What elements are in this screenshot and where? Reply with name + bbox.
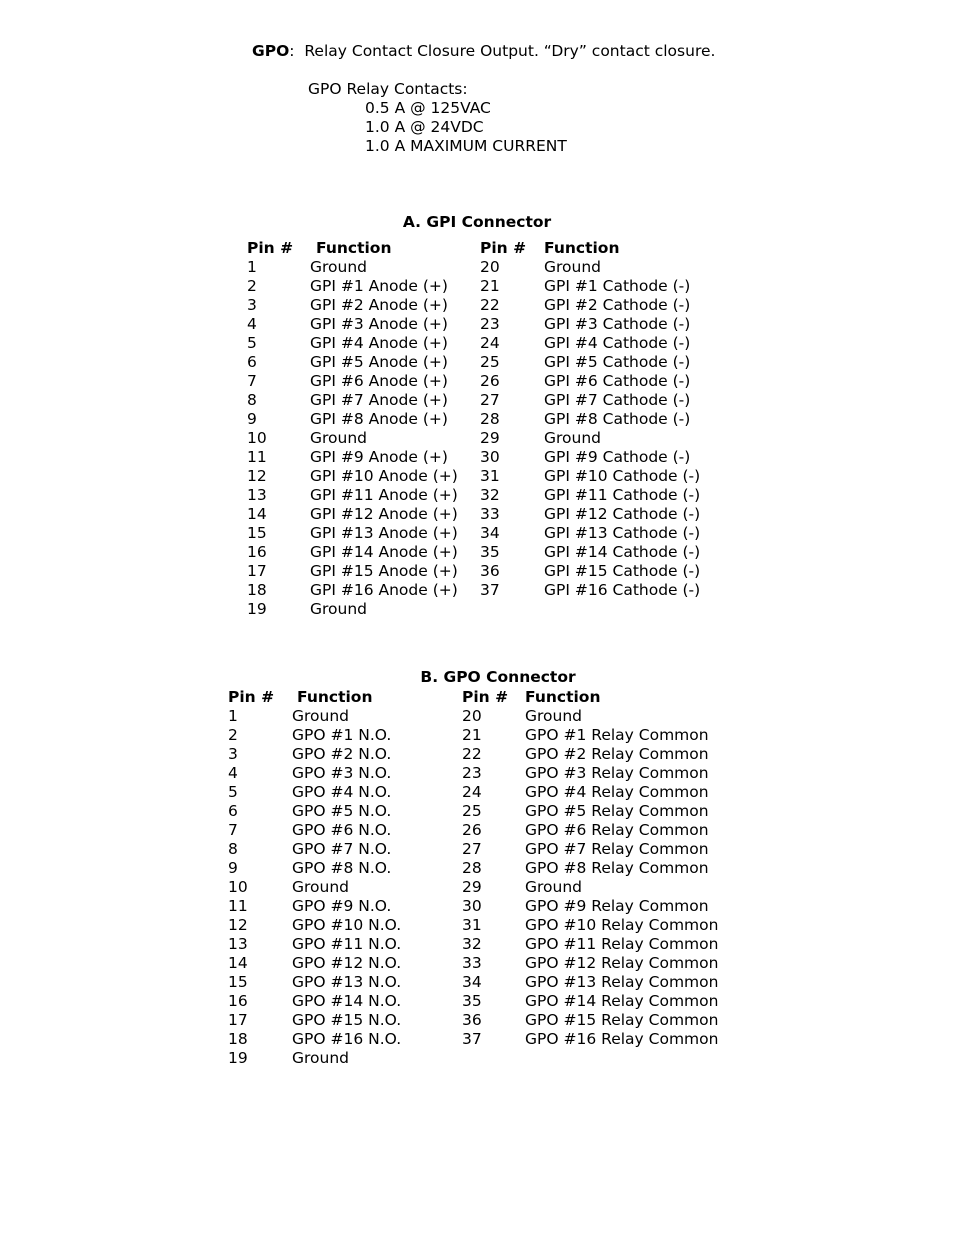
gpo-row-left-pin: 1	[228, 707, 238, 725]
relay-spec-1: 0.5 A @ 125VAC	[365, 99, 491, 117]
gpo-row-right-pin: 30	[462, 897, 482, 915]
gpo-row-right-pin: 22	[462, 745, 482, 763]
gpi-row-right-pin: 20	[480, 258, 500, 276]
gpi-row-right-function: GPI #9 Cathode (-)	[544, 448, 691, 466]
gpo-row-right-pin: 35	[462, 992, 482, 1010]
gpi-row-left-pin: 19	[247, 600, 267, 618]
gpi-row-right-function: GPI #4 Cathode (-)	[544, 334, 691, 352]
gpo-row-right-pin: 27	[462, 840, 482, 858]
gpi-row-left-pin: 15	[247, 524, 267, 542]
gpi-row-right-function: GPI #14 Cathode (-)	[544, 543, 701, 561]
gpo-row-right-function: GPO #15 Relay Common	[525, 1011, 719, 1029]
gpo-row-right-function: GPO #13 Relay Common	[525, 973, 719, 991]
gpi-row-left-function: GPI #14 Anode (+)	[310, 543, 458, 561]
gpi-row-left-function: GPI #5 Anode (+)	[310, 353, 448, 371]
gpo-row-left-pin: 11	[228, 897, 248, 915]
gpi-row-left-function: GPI #2 Anode (+)	[310, 296, 448, 314]
gpo-row-right-function: GPO #2 Relay Common	[525, 745, 709, 763]
gpi-row-right-function: GPI #11 Cathode (-)	[544, 486, 701, 504]
gpo-header-function-2: Function	[525, 688, 601, 706]
gpo-row-left-pin: 16	[228, 992, 248, 1010]
gpi-row-right-pin: 23	[480, 315, 500, 333]
gpo-row-left-function: GPO #13 N.O.	[292, 973, 402, 991]
gpo-row-right-function: GPO #3 Relay Common	[525, 764, 709, 782]
gpi-header-function-2: Function	[544, 239, 620, 257]
gpi-row-left-pin: 9	[247, 410, 257, 428]
gpi-row-right-pin: 32	[480, 486, 500, 504]
gpo-row-left-pin: 10	[228, 878, 248, 896]
gpo-row-right-pin: 21	[462, 726, 482, 744]
gpo-row-left-function: GPO #5 N.O.	[292, 802, 392, 820]
gpi-row-right-function: GPI #2 Cathode (-)	[544, 296, 691, 314]
gpi-row-left-function: Ground	[310, 600, 368, 618]
gpi-row-left-function: GPI #6 Anode (+)	[310, 372, 448, 390]
gpo-row-left-pin: 14	[228, 954, 248, 972]
gpo-row-right-function: GPO #12 Relay Common	[525, 954, 719, 972]
gpo-row-left-pin: 8	[228, 840, 238, 858]
gpi-row-right-function: GPI #7 Cathode (-)	[544, 391, 691, 409]
gpo-connector-title: B. GPO Connector	[420, 668, 576, 686]
gpo-row-right-function: GPO #11 Relay Common	[525, 935, 719, 953]
gpo-row-right-pin: 34	[462, 973, 482, 991]
gpo-row-left-function: GPO #2 N.O.	[292, 745, 392, 763]
gpo-row-right-function: GPO #14 Relay Common	[525, 992, 719, 1010]
gpo-intro-line	[252, 42, 715, 61]
gpi-row-left-function: GPI #11 Anode (+)	[310, 486, 458, 504]
gpo-header-pin: Pin #	[228, 688, 275, 706]
gpi-row-left-pin: 8	[247, 391, 257, 409]
gpo-row-left-function: GPO #7 N.O.	[292, 840, 392, 858]
gpo-row-right-function: GPO #7 Relay Common	[525, 840, 709, 858]
gpo-row-left-pin: 4	[228, 764, 238, 782]
gpi-header-pin: Pin #	[247, 239, 294, 257]
gpi-row-right-function: GPI #8 Cathode (-)	[544, 410, 691, 428]
gpo-row-left-function: Ground	[292, 1049, 350, 1067]
gpi-row-left-pin: 17	[247, 562, 267, 580]
gpo-row-left-function: GPO #10 N.O.	[292, 916, 402, 934]
gpi-row-left-pin: 6	[247, 353, 257, 371]
gpi-row-left-function: Ground	[310, 258, 368, 276]
gpo-row-left-function: GPO #14 N.O.	[292, 992, 402, 1010]
gpo-row-right-pin: 20	[462, 707, 482, 725]
gpo-row-right-pin: 23	[462, 764, 482, 782]
gpi-header-function: Function	[316, 239, 392, 257]
gpi-row-right-pin: 22	[480, 296, 500, 314]
gpo-row-right-pin: 28	[462, 859, 482, 877]
gpo-row-right-function: GPO #9 Relay Common	[525, 897, 709, 915]
gpi-connector-title: A. GPI Connector	[402, 213, 552, 231]
gpi-row-left-function: GPI #10 Anode (+)	[310, 467, 458, 485]
gpo-row-left-pin: 6	[228, 802, 238, 820]
gpo-row-right-function: GPO #8 Relay Common	[525, 859, 709, 877]
gpi-row-right-pin: 24	[480, 334, 500, 352]
gpi-row-left-function: GPI #8 Anode (+)	[310, 410, 448, 428]
gpo-row-right-pin: 37	[462, 1030, 482, 1048]
gpo-row-left-function: GPO #11 N.O.	[292, 935, 402, 953]
gpo-row-right-pin: 32	[462, 935, 482, 953]
gpi-row-left-pin: 10	[247, 429, 267, 447]
gpo-row-right-function: GPO #16 Relay Common	[525, 1030, 719, 1048]
gpo-row-right-pin: 24	[462, 783, 482, 801]
gpo-row-left-pin: 5	[228, 783, 238, 801]
gpi-row-right-pin: 36	[480, 562, 500, 580]
gpo-row-right-function: GPO #10 Relay Common	[525, 916, 719, 934]
gpi-row-left-function: Ground	[310, 429, 368, 447]
gpo-row-right-function: GPO #1 Relay Common	[525, 726, 709, 744]
gpi-row-right-pin: 27	[480, 391, 500, 409]
gpo-row-right-function: Ground	[525, 707, 583, 725]
gpi-row-right-pin: 28	[480, 410, 500, 428]
gpi-row-left-pin: 14	[247, 505, 267, 523]
gpo-row-right-function: GPO #5 Relay Common	[525, 802, 709, 820]
gpi-row-right-function: GPI #16 Cathode (-)	[544, 581, 701, 599]
gpi-row-right-pin: 35	[480, 543, 500, 561]
gpi-row-left-function: GPI #13 Anode (+)	[310, 524, 458, 542]
gpo-row-left-function: GPO #9 N.O.	[292, 897, 392, 915]
gpo-row-left-function: Ground	[292, 878, 350, 896]
gpi-row-left-function: GPI #4 Anode (+)	[310, 334, 448, 352]
gpo-row-left-function: GPO #1 N.O.	[292, 726, 392, 744]
gpi-row-right-function: GPI #12 Cathode (-)	[544, 505, 701, 523]
gpi-row-right-function: GPI #10 Cathode (-)	[544, 467, 701, 485]
gpi-row-right-pin: 34	[480, 524, 500, 542]
gpi-row-right-pin: 31	[480, 467, 500, 485]
gpo-row-left-function: GPO #15 N.O.	[292, 1011, 402, 1029]
gpo-row-right-function: GPO #6 Relay Common	[525, 821, 709, 839]
gpo-row-right-function: Ground	[525, 878, 583, 896]
relay-spec-2: 1.0 A @ 24VDC	[365, 118, 484, 136]
gpo-row-right-pin: 29	[462, 878, 482, 896]
gpi-row-left-function: GPI #7 Anode (+)	[310, 391, 448, 409]
gpi-row-right-pin: 30	[480, 448, 500, 466]
gpi-header-pin-2: Pin #	[480, 239, 527, 257]
gpi-row-left-function: GPI #1 Anode (+)	[310, 277, 448, 295]
gpi-row-right-function: GPI #5 Cathode (-)	[544, 353, 691, 371]
gpi-row-right-pin: 25	[480, 353, 500, 371]
gpo-header-function: Function	[297, 688, 373, 706]
gpo-row-left-pin: 12	[228, 916, 248, 934]
gpo-row-left-function: Ground	[292, 707, 350, 725]
gpi-row-right-function: Ground	[544, 258, 602, 276]
gpo-row-right-pin: 26	[462, 821, 482, 839]
gpi-row-right-pin: 37	[480, 581, 500, 599]
gpi-row-left-pin: 2	[247, 277, 257, 295]
gpi-row-right-pin: 21	[480, 277, 500, 295]
gpo-header-pin-2: Pin #	[462, 688, 509, 706]
gpi-row-left-pin: 1	[247, 258, 257, 276]
gpi-row-left-pin: 11	[247, 448, 267, 466]
gpo-description: Relay Contact Closure Output. “Dry” contact closure.	[304, 42, 716, 60]
gpo-row-right-function: GPO #4 Relay Common	[525, 783, 709, 801]
gpi-row-right-function: GPI #1 Cathode (-)	[544, 277, 691, 295]
gpo-row-left-pin: 19	[228, 1049, 248, 1067]
relay-contacts-heading: GPO Relay Contacts:	[308, 80, 468, 98]
gpo-row-left-function: GPO #6 N.O.	[292, 821, 392, 839]
gpi-row-left-pin: 5	[247, 334, 257, 352]
gpo-row-right-pin: 33	[462, 954, 482, 972]
gpi-row-left-function: GPI #15 Anode (+)	[310, 562, 458, 580]
gpo-row-left-function: GPO #4 N.O.	[292, 783, 392, 801]
gpi-row-left-pin: 12	[247, 467, 267, 485]
gpi-row-left-function: GPI #3 Anode (+)	[310, 315, 448, 333]
gpo-row-left-pin: 2	[228, 726, 238, 744]
gpo-row-left-pin: 15	[228, 973, 248, 991]
gpo-row-left-pin: 13	[228, 935, 248, 953]
gpi-row-left-pin: 7	[247, 372, 257, 390]
gpo-row-left-pin: 9	[228, 859, 238, 877]
gpo-row-left-pin: 18	[228, 1030, 248, 1048]
gpo-row-left-pin: 17	[228, 1011, 248, 1029]
gpo-row-right-pin: 36	[462, 1011, 482, 1029]
gpi-row-right-pin: 29	[480, 429, 500, 447]
gpi-row-right-function: GPI #3 Cathode (-)	[544, 315, 691, 333]
gpi-row-right-function: Ground	[544, 429, 602, 447]
gpi-row-right-pin: 26	[480, 372, 500, 390]
gpi-row-left-pin: 13	[247, 486, 267, 504]
gpi-row-left-pin: 4	[247, 315, 257, 333]
relay-spec-3: 1.0 A MAXIMUM CURRENT	[365, 137, 567, 155]
gpo-label-separator: :	[289, 42, 295, 60]
gpi-row-left-pin: 3	[247, 296, 257, 314]
gpi-row-left-function: GPI #9 Anode (+)	[310, 448, 448, 466]
gpo-row-left-function: GPO #3 N.O.	[292, 764, 392, 782]
gpi-row-right-function: GPI #15 Cathode (-)	[544, 562, 701, 580]
gpo-row-left-pin: 7	[228, 821, 238, 839]
gpo-row-left-function: GPO #12 N.O.	[292, 954, 402, 972]
gpi-row-left-pin: 16	[247, 543, 267, 561]
gpo-row-right-pin: 31	[462, 916, 482, 934]
gpi-row-left-pin: 18	[247, 581, 267, 599]
gpo-row-left-pin: 3	[228, 745, 238, 763]
gpi-row-right-function: GPI #6 Cathode (-)	[544, 372, 691, 390]
gpo-row-left-function: GPO #16 N.O.	[292, 1030, 402, 1048]
gpi-row-left-function: GPI #12 Anode (+)	[310, 505, 458, 523]
gpo-row-right-pin: 25	[462, 802, 482, 820]
gpo-label: GPO	[252, 42, 290, 60]
gpi-row-right-function: GPI #13 Cathode (-)	[544, 524, 701, 542]
gpo-row-left-function: GPO #8 N.O.	[292, 859, 392, 877]
gpi-row-left-function: GPI #16 Anode (+)	[310, 581, 458, 599]
gpi-row-right-pin: 33	[480, 505, 500, 523]
